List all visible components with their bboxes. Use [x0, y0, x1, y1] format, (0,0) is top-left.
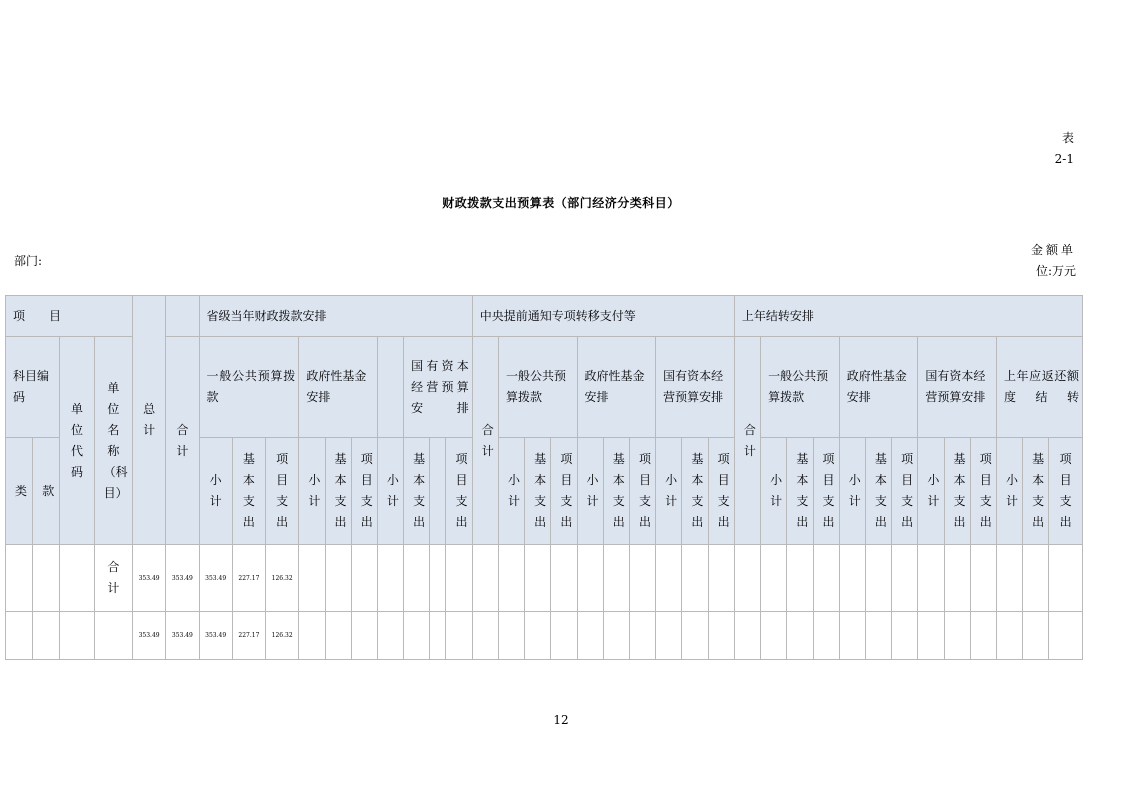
cell-total: 353.49 — [132, 612, 165, 660]
cell-section — [33, 545, 60, 612]
header-carryover-state-capital: 国有资本经营预算安排 — [918, 337, 997, 438]
header-blank-cell — [430, 438, 446, 545]
header-carryover-gov-fund: 政府性基金安排 — [839, 337, 918, 438]
header-subtotal: 小计 — [656, 438, 682, 545]
header-subtotal: 小计 — [577, 438, 603, 545]
header-basic-exp: 基本支出 — [865, 438, 891, 545]
table-number-line1: 表 — [1061, 131, 1074, 145]
cell-unit-name: 合计 — [94, 545, 132, 612]
cell-gen-subtotal: 353.49 — [199, 545, 232, 612]
header-subtotal: 小计 — [498, 438, 524, 545]
header-project-exp: 项目支出 — [970, 438, 996, 545]
header-total: 总计 — [132, 296, 165, 545]
table-row — [6, 545, 1083, 612]
header-carryover-sum: 合计 — [734, 337, 760, 545]
header-subject-code: 科目编码 — [6, 337, 60, 438]
cell-unit-code — [60, 545, 94, 612]
header-project-exp: 项目支出 — [1049, 438, 1083, 545]
department-label: 部门: — [14, 254, 43, 268]
amount-unit-line1: 金额单 — [1030, 243, 1076, 257]
cell-unit-code — [60, 612, 94, 660]
amount-unit — [1016, 240, 1076, 282]
header-basic-exp: 基本支出 — [232, 438, 265, 545]
cell-unit-name — [94, 612, 132, 660]
table-row — [6, 612, 1083, 660]
cell-gen-basic: 227.17 — [232, 612, 265, 660]
header-row-2 — [6, 337, 1083, 438]
header-central-general-budget: 一般公共预算拨款 — [498, 337, 577, 438]
header-row-1 — [6, 296, 1083, 337]
header-carryover-general-budget: 一般公共预算拨款 — [761, 337, 840, 438]
header-group-carryover: 上年结转安排 — [734, 296, 1082, 337]
cell-class — [6, 612, 33, 660]
cell-gen-subtotal: 353.49 — [199, 612, 232, 660]
table-number-line2: 2-1 — [1054, 152, 1074, 166]
header-item: 项 目 — [6, 296, 133, 337]
header-prov-sum: 合计 — [166, 337, 199, 545]
budget-table — [5, 295, 1083, 660]
header-central-state-capital: 国有资本经营预算安排 — [656, 337, 735, 438]
header-blank-cell — [166, 296, 199, 337]
cell-gen-project: 126.32 — [266, 545, 299, 612]
header-project-exp: 项目支出 — [813, 438, 839, 545]
header-subtotal: 小计 — [761, 438, 787, 545]
document-title: 财政拨款支出预算表（部门经济分类科目） — [442, 196, 680, 210]
header-subtotal: 小计 — [839, 438, 865, 545]
header-subtotal: 小计 — [299, 438, 325, 545]
header-blank-cell — [377, 337, 403, 438]
header-basic-exp: 基本支出 — [325, 438, 351, 545]
cell-gen-basic: 227.17 — [232, 545, 265, 612]
header-unit-name: 单位名称（科目） — [94, 337, 132, 545]
header-subtotal: 小计 — [918, 438, 944, 545]
cell-prov-sum: 353.49 — [166, 545, 199, 612]
header-project-exp: 项目支出 — [551, 438, 577, 545]
header-central-gov-fund: 政府性基金安排 — [577, 337, 656, 438]
header-group-provincial: 省级当年财政拨款安排 — [199, 296, 472, 337]
amount-unit-line2: 位:万元 — [1035, 264, 1076, 278]
header-project-exp: 项目支出 — [708, 438, 734, 545]
header-basic-exp: 基本支出 — [525, 438, 551, 545]
header-prov-general-budget: 一般公共预算拨款 — [199, 337, 299, 438]
header-project-exp: 项目支出 — [629, 438, 655, 545]
header-basic-exp: 基本支出 — [603, 438, 629, 545]
page-number: 12 — [553, 713, 569, 727]
cell-prov-sum: 353.49 — [166, 612, 199, 660]
header-basic-exp: 基本支出 — [682, 438, 708, 545]
cell-gen-project: 126.32 — [266, 612, 299, 660]
header-carryover-prior-return: 上年应返还额度结转 — [996, 337, 1082, 438]
header-basic-exp: 基本支出 — [787, 438, 813, 545]
header-basic-exp: 基本支出 — [404, 438, 430, 545]
header-project-exp: 项目支出 — [266, 438, 299, 545]
cell-total: 353.49 — [132, 545, 165, 612]
header-basic-exp: 基本支出 — [944, 438, 970, 545]
header-section: 款 — [33, 438, 60, 545]
header-unit-code: 单位代码 — [60, 337, 94, 545]
header-prov-gov-fund: 政府性基金安排 — [299, 337, 378, 438]
header-project-exp: 项目支出 — [351, 438, 377, 545]
header-project-exp: 项目支出 — [892, 438, 918, 545]
header-central-sum: 合计 — [472, 337, 498, 545]
table-number — [1034, 128, 1074, 170]
header-subtotal: 小计 — [377, 438, 403, 545]
cell-class — [6, 545, 33, 612]
header-subtotal: 小计 — [996, 438, 1022, 545]
header-project-exp: 项目支出 — [446, 438, 472, 545]
header-basic-exp: 基本支出 — [1023, 438, 1049, 545]
header-group-central: 中央提前通知专项转移支付等 — [472, 296, 734, 337]
header-prov-state-capital: 国有资本经营预算安排 — [404, 337, 473, 438]
cell-section — [33, 612, 60, 660]
header-class: 类 — [6, 438, 33, 545]
header-subtotal: 小计 — [199, 438, 232, 545]
